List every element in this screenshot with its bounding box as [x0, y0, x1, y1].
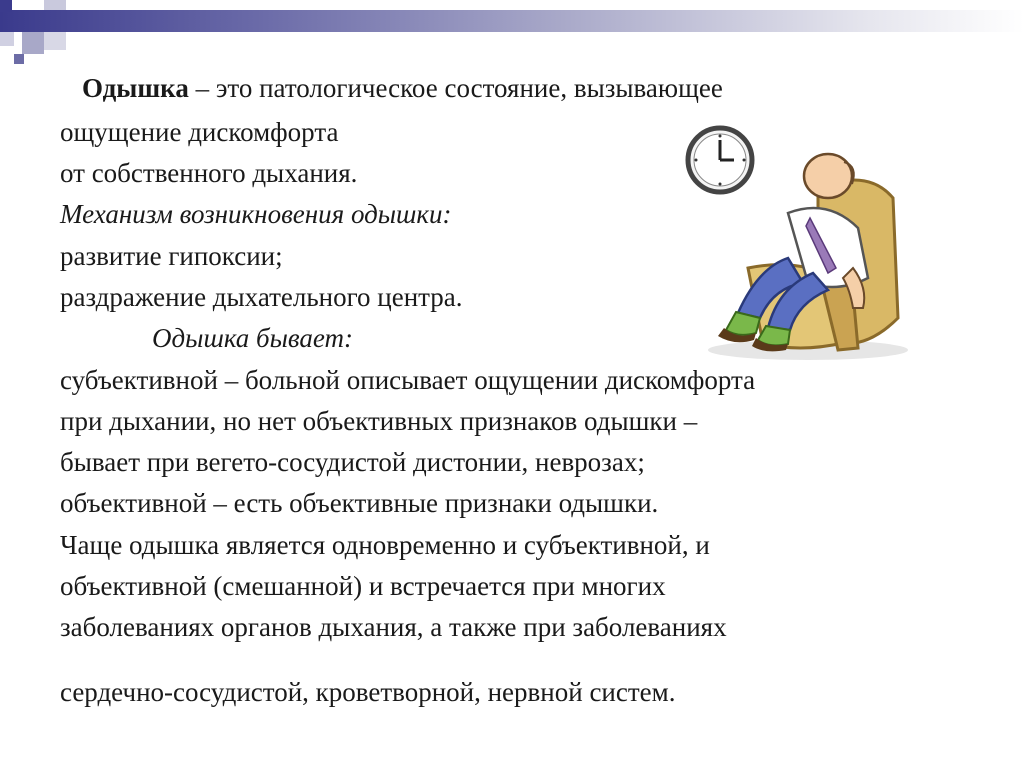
text-line: развитие гипоксии; [60, 241, 283, 271]
text-line: заболеваниях органов дыхания, а также при заболеваниях [60, 612, 727, 642]
term-bold: Одышка [82, 73, 189, 103]
text-line: Чаще одышка является одновременно и субъективной, и [60, 530, 710, 560]
text-line: ощущение дискомфорта [60, 117, 339, 147]
text-line: субъективной – больной описывает ощущении дискомфорта [60, 365, 756, 395]
text-line: объективной (смешанной) и встречается при многих [60, 571, 666, 601]
decor-square [0, 32, 14, 46]
text-line-definition [82, 72, 723, 104]
decor-square [14, 54, 24, 64]
decor-square [22, 32, 44, 54]
decor-square [44, 0, 66, 10]
subheading-types: Одышка бывает: [152, 323, 354, 353]
text-line: раздражение дыхательного центра. [60, 282, 463, 312]
definition-text: – это патологическое состояние, вызывающее [188, 73, 723, 103]
text-line: сердечно-сосудистой, кроветворной, нервной систем. [60, 677, 676, 707]
decor-square [0, 0, 12, 12]
decor-square [44, 32, 66, 50]
text-line: при дыхании, но нет объективных признаков одышки – [60, 406, 698, 436]
clock-icon [688, 128, 752, 192]
text-line: бывает при вегето-сосудистой дистонии, неврозах; [60, 447, 645, 477]
man-in-armchair-illustration [668, 118, 918, 363]
header-gradient-bar [0, 10, 1024, 32]
text-line: объективной – есть объективные признаки одышки. [60, 488, 659, 518]
subheading-mechanism: Механизм возникновения одышки: [60, 199, 452, 229]
text-line: от собственного дыхания. [60, 158, 358, 188]
